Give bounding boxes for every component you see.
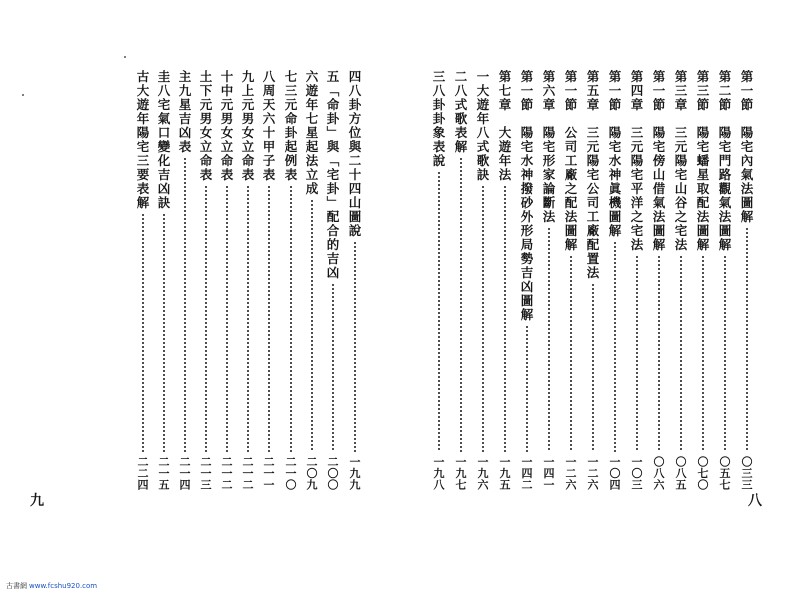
toc-entry-page: 二一二 xyxy=(220,455,233,490)
toc-entry xyxy=(303,70,320,490)
toc-entry xyxy=(540,70,557,490)
toc-entry-page: 〇五七 xyxy=(718,455,731,490)
toc-entry-page: 〇八六 xyxy=(652,455,665,490)
toc-entry-title: 第一節 陽宅水神撥砂外形局勢吉凶圖解 xyxy=(519,70,534,322)
toc-entry-page: 一九五 xyxy=(498,455,511,490)
toc-entry xyxy=(155,70,172,490)
toc-entry xyxy=(218,70,235,490)
scan-speck xyxy=(22,94,24,96)
dot-leader xyxy=(311,199,313,452)
dot-leader xyxy=(526,325,528,452)
toc-entry xyxy=(239,70,256,490)
right-page xyxy=(396,0,793,595)
toc-entry-title: 第二節 陽宅門路觀氣法圖解 xyxy=(717,70,732,252)
toc-entry-page: 二〇〇 xyxy=(326,455,339,490)
toc-entry xyxy=(346,70,363,490)
toc-entry-title: 第一節 陽宅水神眞機圖解 xyxy=(607,70,622,238)
toc-entry-title: 九上元男女立命表 xyxy=(240,70,255,182)
dot-leader xyxy=(332,283,334,452)
toc-entry-page: 二一四 xyxy=(178,455,191,490)
toc-entry xyxy=(282,70,299,490)
toc-entry xyxy=(738,70,755,490)
toc-entry xyxy=(197,70,214,490)
dot-leader xyxy=(548,227,550,452)
watermark-label: 古書網 xyxy=(6,582,27,590)
toc-entry-page: 一四一 xyxy=(542,455,555,490)
toc-entry-title: 第五章 三元陽宅公司工廠配置法 xyxy=(585,70,600,280)
toc-entry xyxy=(430,70,447,490)
toc-entry-title: 第一節 公司工廠之配法圖解 xyxy=(563,70,578,252)
toc-entry-title: 第三章 三元陽宅山谷之宅法 xyxy=(673,70,688,252)
dot-leader xyxy=(724,255,726,452)
toc-entry xyxy=(672,70,689,490)
dot-leader xyxy=(746,227,748,452)
toc-entry xyxy=(606,70,623,490)
toc-entry-page: 一〇三 xyxy=(630,455,643,490)
dot-leader xyxy=(268,185,270,452)
toc-entry-page: 一〇四 xyxy=(608,455,621,490)
dot-leader xyxy=(290,185,292,452)
toc-entry xyxy=(452,70,469,490)
toc-entry xyxy=(134,70,151,490)
toc-entry xyxy=(716,70,733,490)
toc-entry-page: 一二六 xyxy=(564,455,577,490)
dot-leader xyxy=(482,185,484,452)
page-number: 九 xyxy=(30,493,44,509)
toc-entry-title: 八周天六十甲子表 xyxy=(261,70,276,182)
toc-entry xyxy=(474,70,491,490)
toc-entry-page: 一九八 xyxy=(432,455,445,490)
dot-leader xyxy=(570,255,572,452)
toc-entry-title: 六遊年七星起法立成 xyxy=(304,70,319,196)
toc-entry-page: 二一一 xyxy=(262,455,275,490)
dot-leader xyxy=(658,255,660,452)
toc-entry-page: 二二四 xyxy=(136,455,149,490)
toc-entry-title: 古大遊年陽宅三要表解 xyxy=(135,70,150,210)
dot-leader xyxy=(702,255,704,452)
page-number: 八 xyxy=(748,493,762,509)
toc-entry-title: 第七章 大遊年法 xyxy=(497,70,512,182)
toc-entry-page: 〇七〇 xyxy=(696,455,709,490)
toc-entry-title: 第六章 陽宅形家論斷法 xyxy=(541,70,556,224)
dot-leader xyxy=(504,185,506,452)
toc-entry-page: 二〇九 xyxy=(305,455,318,490)
dot-leader xyxy=(205,185,207,452)
watermark-footer xyxy=(6,581,97,591)
toc-entry-page: 一二六 xyxy=(586,455,599,490)
dot-leader xyxy=(226,185,228,452)
dot-leader xyxy=(354,241,356,452)
dot-leader xyxy=(614,241,616,452)
toc-entry-page: 〇八五 xyxy=(674,455,687,490)
toc-entry xyxy=(260,70,277,490)
toc-entry-title: 第一節 陽宅傍山借氣法圖解 xyxy=(651,70,666,252)
toc-entry-title: 二八式歌表解 xyxy=(453,70,468,154)
toc-entry-title: 五「命卦」與「宅卦」配合的吉凶 xyxy=(325,70,340,280)
toc-entry-page: 〇三三 xyxy=(740,455,753,490)
dot-leader xyxy=(247,185,249,452)
toc-entry-page: 二一〇 xyxy=(284,455,297,490)
toc-entry xyxy=(694,70,711,490)
toc-entry-page: 二一二 xyxy=(241,455,254,490)
toc-entry xyxy=(496,70,513,490)
toc-entry-title: 第三節 陽宅蟠星取配法圖解 xyxy=(695,70,710,252)
toc-entry-title: 一大遊年八式歌訣 xyxy=(475,70,490,182)
dot-leader xyxy=(636,255,638,452)
toc-entry xyxy=(324,70,341,490)
toc-entry-title: 三八卦卦象表說 xyxy=(431,70,446,168)
dot-leader xyxy=(680,255,682,452)
toc-entry-page: 二一三 xyxy=(199,455,212,490)
toc-entry-title: 土下元男女立命表 xyxy=(198,70,213,182)
toc-entry xyxy=(584,70,601,490)
toc-entry-page: 一四二 xyxy=(520,455,533,490)
toc-entry xyxy=(562,70,579,490)
toc-entry-page: 一九七 xyxy=(454,455,467,490)
toc-entry xyxy=(628,70,645,490)
dot-leader xyxy=(163,213,165,452)
scan-speck xyxy=(124,56,126,58)
dot-leader xyxy=(460,157,462,452)
toc-entry-page: 一九六 xyxy=(476,455,489,490)
toc-entry-title: 七三元命卦起例表 xyxy=(283,70,298,182)
toc-entry-title: 主九星吉凶表 xyxy=(177,70,192,154)
toc-entry xyxy=(176,70,193,490)
toc-entry-title: 十中元男女立命表 xyxy=(219,70,234,182)
toc-entry xyxy=(650,70,667,490)
toc-entry-title: 第一節 陽宅內氣法圖解 xyxy=(739,70,754,224)
watermark-site: www.fcshu920.com xyxy=(29,582,98,590)
dot-leader xyxy=(142,213,144,452)
toc-entry-title: 第四章 三元陽宅平洋之宅法 xyxy=(629,70,644,252)
dot-leader xyxy=(184,157,186,452)
left-page xyxy=(0,0,396,595)
toc-entry-title: 四八卦方位與二十四山圖說 xyxy=(347,70,362,238)
toc-entry-page: 二一五 xyxy=(157,455,170,490)
toc-entry-page: 一九九 xyxy=(348,455,361,490)
toc-entry-title: 圭八宅氣口變化吉凶訣 xyxy=(156,70,171,210)
dot-leader xyxy=(438,171,440,452)
dot-leader xyxy=(592,283,594,452)
toc-entry xyxy=(518,70,535,490)
